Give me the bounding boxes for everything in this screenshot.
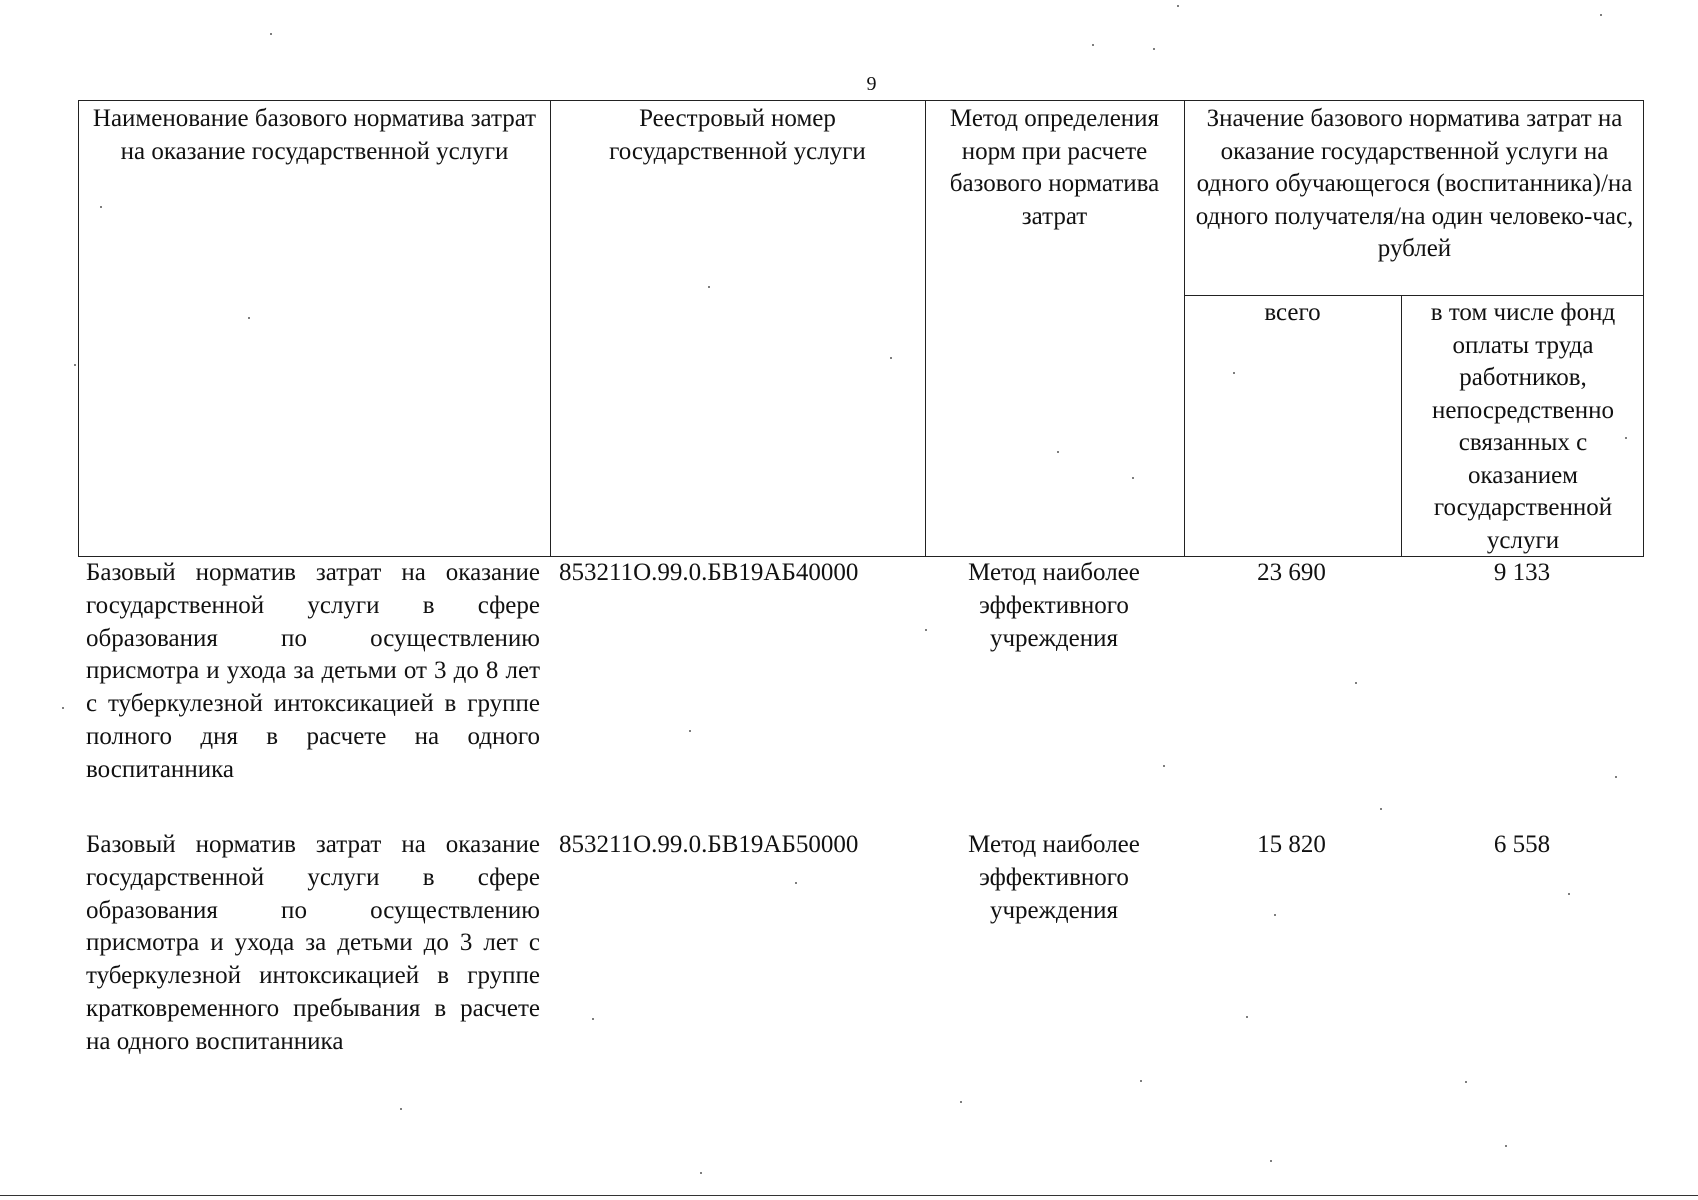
scan-speck xyxy=(1057,451,1059,453)
scan-speck xyxy=(960,1101,962,1103)
scan-speck xyxy=(1600,14,1602,16)
cost-norm-table xyxy=(78,100,1644,1055)
scan-speck xyxy=(1132,477,1134,479)
service-name-cell: Базовый норматив затрат на оказание государственной услуги в сфере образования по осуществлению присмотра и ухода за детьми до 3 лет с туберкулезной интоксикацией в группе кратковременного пребывания в расчете на одного воспитанника xyxy=(86,831,540,1055)
scan-speck xyxy=(1625,437,1627,439)
header-divider xyxy=(550,101,551,556)
scan-speck xyxy=(1505,1145,1507,1147)
scan-speck xyxy=(1465,1081,1467,1083)
header-subdivider xyxy=(1184,295,1643,296)
table-header xyxy=(78,100,1644,557)
scan-speck xyxy=(270,33,272,35)
scan-speck xyxy=(1163,765,1165,767)
scan-speck xyxy=(1177,5,1179,7)
header-name-column: Наименование базового норматива затрат на оказание государственной услуги xyxy=(92,105,537,165)
scan-speck xyxy=(700,1172,702,1174)
registry-number-cell: 853211О.99.0.БВ19АБ50000 xyxy=(559,831,859,858)
method-cell: Метод наиболее эффективного учреждения xyxy=(968,559,1140,652)
scan-speck xyxy=(1092,44,1094,46)
header-divider xyxy=(1401,295,1402,556)
registry-number-cell: 853211О.99.0.БВ19АБ40000 xyxy=(559,559,859,586)
scan-speck xyxy=(1270,1160,1272,1162)
scan-speck xyxy=(1153,48,1155,50)
scan-speck xyxy=(400,1108,402,1110)
scan-speck xyxy=(1233,372,1235,374)
scan-speck xyxy=(1568,893,1570,895)
scan-speck xyxy=(592,1018,594,1020)
scan-speck xyxy=(1274,914,1276,916)
total-value-cell: 15 820 xyxy=(1257,831,1326,858)
scan-speck xyxy=(74,364,76,366)
method-cell: Метод наиболее эффективного учреждения xyxy=(968,831,1140,924)
scan-speck xyxy=(925,629,927,631)
scan-speck xyxy=(795,882,797,884)
total-value-cell: 23 690 xyxy=(1257,559,1326,586)
header-method-column: Метод определения норм при расчете базового норматива затрат xyxy=(949,105,1160,230)
header-divider xyxy=(1184,101,1185,556)
payroll-value-cell: 6 558 xyxy=(1493,831,1551,858)
header-payroll-column: в том числе фонд оплаты труда работников, непосредственно связанных с оказанием государственной услуги xyxy=(1430,299,1616,554)
scan-speck xyxy=(100,206,102,208)
header-divider xyxy=(925,101,926,556)
scan-speck xyxy=(890,357,892,359)
scan-speck xyxy=(708,286,710,288)
payroll-value-cell: 9 133 xyxy=(1493,559,1551,586)
header-registry-column: Реестровый номер государственной услуги xyxy=(609,105,866,165)
scan-speck xyxy=(1380,808,1382,810)
header-total-column: всего xyxy=(1264,299,1321,326)
page-number: 9 xyxy=(866,73,877,95)
scan-speck xyxy=(689,730,691,732)
page-bottom-rule xyxy=(0,1195,1698,1196)
scan-speck xyxy=(248,317,250,319)
scan-speck xyxy=(1140,1080,1142,1082)
header-value-group: Значение базового норматива затрат на оказание государственной услуги на одного обучающегося (воспитанника)/на одного получателя/на один человеко-час, рублей xyxy=(1195,105,1634,262)
scan-speck xyxy=(1355,682,1357,684)
service-name-cell: Базовый норматив затрат на оказание государственной услуги в сфере образования по осуществлению присмотра и ухода за детьми от 3 до 8 лет с туберкулезной интоксикацией в группе полного дня в расчете на одного воспитанника xyxy=(86,559,540,783)
scan-speck xyxy=(1246,1016,1248,1018)
scan-speck xyxy=(1615,776,1617,778)
scan-speck xyxy=(62,707,64,709)
